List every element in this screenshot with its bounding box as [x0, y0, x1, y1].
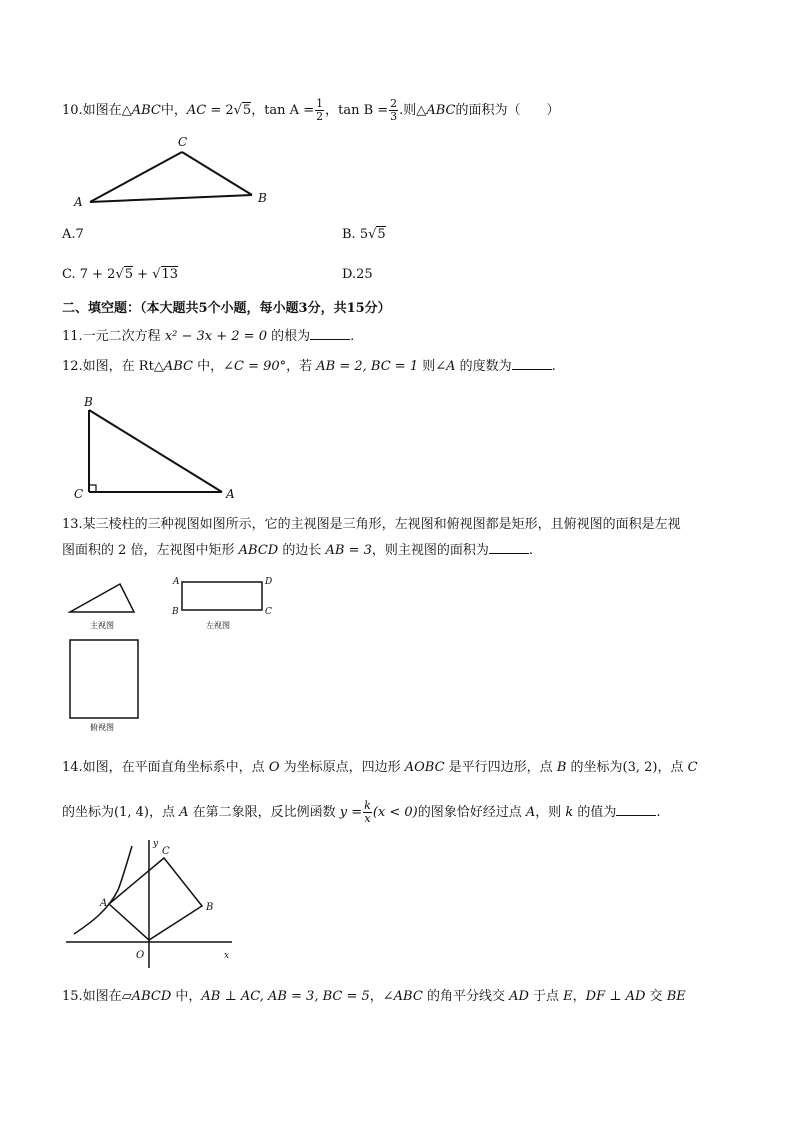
q12-abc: ABC: [163, 359, 193, 374]
q13-label-c: C: [265, 607, 272, 617]
q14-text2: 为坐标原点，四边形: [279, 760, 405, 775]
q14-b-coord: (3, 2): [622, 760, 658, 775]
q14-b: B: [556, 760, 567, 775]
q10-frac1: [315, 98, 324, 123]
q14-text3: 是平行四边形，点: [444, 760, 557, 775]
q12-cond: AB = 2, BC = 1: [316, 359, 419, 374]
q12-label-c: C: [74, 487, 84, 501]
q14-a2: A: [525, 805, 536, 820]
frac-num: 1: [316, 97, 324, 110]
q12-label-b: B: [84, 395, 93, 409]
q14-label-c: C: [162, 846, 170, 857]
q14-k: k: [565, 805, 574, 820]
q14-label-b: B: [206, 902, 214, 913]
q14-label-x: x: [224, 951, 230, 961]
q12-text4: 则∠: [418, 359, 447, 374]
q10-tail2: 的面积为（ ）: [455, 103, 560, 118]
q13-text: 图面积的 2 倍，左视图中矩形: [62, 543, 239, 558]
opt-rad: 13: [161, 267, 179, 282]
triangle-symbol: △: [121, 103, 132, 118]
q15-text4: 的角平分线交: [422, 989, 510, 1004]
q14-line2: 的坐标为(1, 4)，点 A 在第二象限，反比例函数 y = $\frac{k}{x}$ (x < 0)的图象恰好经过点 A，则 k 的值为 .: [62, 799, 661, 825]
opt-rad: 5: [377, 227, 386, 242]
q14-text4: 的坐标为: [566, 760, 623, 775]
frac-den: 3: [390, 110, 398, 123]
q14-aobc: AOBC: [404, 760, 445, 775]
q10-text: 中，: [160, 103, 187, 118]
answer-blank: [512, 357, 552, 370]
q13-line2: 图面积的 2 倍，左视图中矩形 ABCD 的边长 AB = 3，则主视图的面积为 .: [62, 543, 534, 558]
q14-text11: 的值为: [573, 805, 617, 820]
q15-text6: ，: [572, 989, 586, 1004]
answer-blank: [616, 803, 656, 816]
q13-top-view-label: 俯视图: [90, 723, 114, 732]
q12-label-a: A: [226, 487, 235, 501]
q10-tail: .则△: [399, 103, 427, 118]
q15-text7: 交: [645, 989, 667, 1004]
q14-coordinate-figure: [62, 836, 242, 976]
q15-text5: 于点: [528, 989, 564, 1004]
q12-text3: ，若: [286, 359, 317, 374]
q13-three-views-figure: [62, 572, 292, 732]
q10-triangle-figure: [70, 130, 290, 210]
q15-abc: ABC: [393, 989, 423, 1004]
q14-text: 14.如图，在平面直角坐标系中，点: [62, 760, 269, 775]
opt-plus: +: [133, 267, 153, 282]
q14-text8: 在第二象限，反比例函数: [188, 805, 340, 820]
q10-stem: 10.如图在△ABC中，AC = 2√5，tan A = $\frac{1}{2}$ ，tan B = $\frac{2}{3}$ .则△ABC的面积为（ ）: [62, 97, 560, 123]
q10-tanA: ，tan A =: [251, 103, 315, 118]
q14-cond: (x < 0): [372, 805, 418, 820]
q14-o: O: [268, 760, 280, 775]
q11-stem: 11.一元二次方程 x² − 3x + 2 = 0 的根为 .: [62, 329, 355, 344]
answer-blank: [489, 541, 529, 554]
q10-label-b: B: [258, 191, 267, 205]
frac-den: x: [364, 812, 371, 825]
q10-option-a: A.7: [62, 227, 84, 242]
opt-text: C. 7 + 2: [62, 267, 116, 282]
q13-line1: 13.某三棱柱的三种视图如图所示，它的主视图是三角形，左视图和俯视图都是矩形，且俯视图的面积是左视: [62, 517, 681, 532]
q10-option-b: B. 5√5: [342, 227, 386, 242]
q11-text2: 的根为: [266, 329, 311, 344]
q14-y: y =: [339, 805, 363, 820]
q15-text2: 中，: [171, 989, 202, 1004]
q15-text3: ，∠: [369, 989, 394, 1004]
q12-c90: C = 90°: [234, 359, 287, 374]
q12-right-triangle-figure: [72, 392, 252, 502]
q14-label-y: y: [153, 839, 159, 849]
q13-ab3: AB = 3: [325, 543, 372, 558]
q14-text6: 的坐标为: [62, 805, 115, 820]
frac-den: 2: [316, 110, 324, 123]
q12-text: 12.如图，在 Rt△: [62, 359, 164, 374]
q12-text2: 中，∠: [192, 359, 234, 374]
q14-label-o: O: [136, 950, 145, 961]
q14-c: C: [687, 760, 698, 775]
q13-main-view-label: 主视图: [90, 621, 114, 630]
q15-df: DF ⊥ AD: [585, 989, 646, 1004]
q14-frac: [363, 800, 372, 825]
q14-text5: ，点: [657, 760, 688, 775]
q13-left-view-label: 左视图: [206, 621, 230, 630]
q12-angle-a: A: [446, 359, 456, 374]
q10-number: 10.如图在: [62, 103, 122, 118]
q11-equation: x² − 3x + 2 = 0: [164, 329, 267, 344]
q10-abc2: ABC: [426, 103, 456, 118]
q14-text7: ，点: [148, 805, 180, 820]
q10-tanB: ，tan B =: [325, 103, 389, 118]
opt-text: B. 5: [342, 227, 369, 242]
q10-option-c: C. 7 + 2√5 + √13: [62, 267, 179, 282]
q14-text10: ，则: [535, 805, 566, 820]
q13-text2: 的边长: [278, 543, 326, 558]
q15-ad: AD: [509, 989, 529, 1004]
q10-eq: = 2: [206, 103, 234, 118]
frac-num: k: [364, 799, 371, 812]
q14-label-a: A: [100, 898, 108, 909]
q13-abcd: ABCD: [238, 543, 279, 558]
q10-frac2: [389, 98, 398, 123]
q14-c-coord: (1, 4): [114, 805, 149, 820]
q15-be: BE: [666, 989, 686, 1004]
q15-stem: [62, 988, 686, 1006]
q10-ac: AC: [186, 103, 207, 118]
opt-rad: 5: [124, 267, 134, 282]
q11-text: 11.一元二次方程: [62, 329, 165, 344]
q15-parallelogram: ▱ABCD: [121, 989, 172, 1004]
q15-cond: AB ⊥ AC, AB = 3, BC = 5: [201, 989, 370, 1004]
q10-sqrt5: 5: [242, 103, 252, 118]
q10-label-a: A: [74, 195, 83, 209]
section2-heading: 二、填空题：（本大题共5个小题，每小题3分，共15分）: [62, 301, 391, 316]
q13-text3: ，则主视图的面积为: [371, 543, 489, 558]
q13-label-d: D: [265, 577, 273, 587]
q10-option-d: D.25: [342, 267, 373, 282]
q14-a: A: [179, 805, 189, 820]
q14-line1: [62, 759, 698, 777]
answer-blank: [310, 327, 350, 340]
q12-text5: 的度数为: [455, 359, 512, 374]
frac-num: 2: [390, 97, 398, 110]
q14-text9: 的图象恰好经过点: [417, 805, 526, 820]
q13-label-b: B: [172, 607, 179, 617]
q15-e: E: [563, 989, 573, 1004]
q10-abc: ABC: [131, 103, 161, 118]
q10-label-c: C: [178, 135, 188, 149]
q12-stem: 12.如图，在 Rt△ABC 中，∠C = 90°，若 AB = 2, BC = 1 则∠A 的度数为 .: [62, 359, 556, 374]
q15-text: 15.如图在: [62, 989, 122, 1004]
q13-label-a: A: [173, 577, 180, 587]
